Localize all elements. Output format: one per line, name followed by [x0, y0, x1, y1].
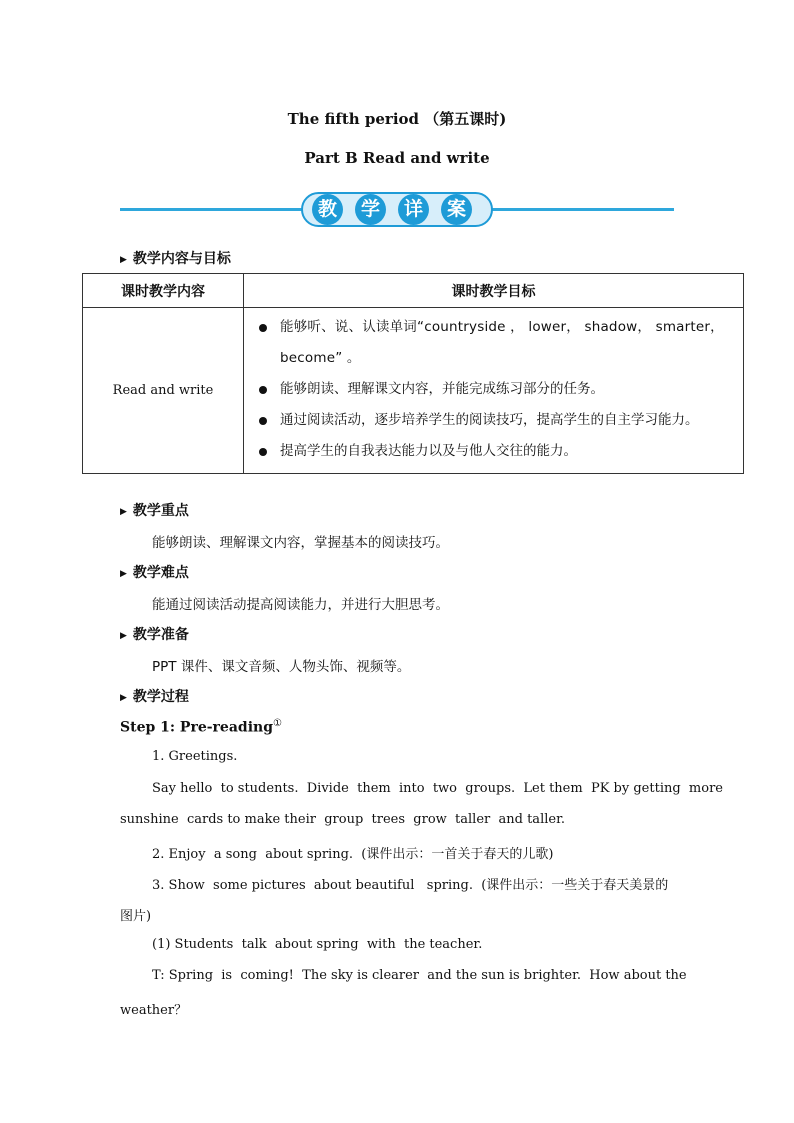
table-row — [83, 308, 744, 474]
bullet-dot-icon — [259, 448, 267, 456]
goals-table — [82, 273, 744, 474]
goal-item: 能够朗读、理解课文内容，并能完成练习部分的任务。 — [250, 374, 737, 405]
process-line: 图片) — [120, 909, 152, 924]
section-heading-process: ▶ 教学过程 — [120, 689, 189, 705]
triangle-bullet-icon: ▶ — [120, 507, 127, 517]
bullet-dot-icon — [259, 417, 267, 425]
goal-item: 通过阅读活动，逐步培养学生的阅读技巧，提高学生的自主学习能力。 — [250, 405, 737, 436]
lesson-plan-banner — [120, 192, 674, 228]
banner-char: 案 — [441, 194, 472, 225]
section-heading-difficulties: ▶ 教学难点 — [120, 565, 189, 581]
page-subtitle: Part B Read and write — [304, 149, 490, 167]
process-line: 3. Show some pictures about beautiful spring. (课件出示：一些关于春天美景的 — [152, 878, 669, 893]
goal-item: 能够听、说、认读单词“countryside ， lower， shadow， smarter， become” 。 — [250, 312, 737, 374]
triangle-bullet-icon: ▶ — [120, 569, 127, 579]
table-header-cell: 课时教学目标 — [244, 274, 744, 308]
triangle-bullet-icon: ▶ — [120, 693, 127, 703]
process-line: weather？ — [120, 1003, 188, 1018]
process-line: Say hello to students. Divide them into two groups. Let them PK by getting more — [152, 781, 723, 796]
banner-line-right — [489, 208, 674, 211]
preparation-text: PPT 课件、课文音频、人物头饰、视频等。 — [152, 659, 411, 675]
process-line: (1) Students talk about spring with the teacher. — [152, 937, 483, 952]
goal-item: 提高学生的自我表达能力以及与他人交往的能力。 — [250, 436, 737, 467]
process-line: T: Spring is coming! The sky is clearer and the sun is brighter. How about the — [152, 968, 687, 983]
process-line: sunshine cards to make their group trees grow taller and taller. — [120, 812, 565, 827]
section-heading-content-goals: ▶ 教学内容与目标 — [120, 251, 231, 267]
key-points-text: 能够朗读、理解课文内容，掌握基本的阅读技巧。 — [152, 535, 449, 551]
step-heading: Step 1: Pre-reading① — [120, 718, 282, 736]
bullet-dot-icon — [259, 324, 267, 332]
page-title: The fifth period （第五课时) — [287, 110, 507, 128]
table-cell-goals — [244, 308, 744, 474]
process-line: 1. Greetings. — [152, 749, 238, 764]
table-cell-content: Read and write — [83, 308, 244, 474]
section-heading-preparation: ▶ 教学准备 — [120, 627, 189, 643]
table-header-cell: 课时教学内容 — [83, 274, 244, 308]
banner-line-left — [120, 208, 305, 211]
banner-char: 学 — [355, 194, 386, 225]
difficulties-text: 能通过阅读活动提高阅读能力，并进行大胆思考。 — [152, 597, 449, 613]
table-header-row — [83, 274, 744, 308]
banner-char: 教 — [312, 194, 343, 225]
bullet-dot-icon — [259, 386, 267, 394]
section-heading-key-points: ▶ 教学重点 — [120, 503, 189, 519]
banner-char: 详 — [398, 194, 429, 225]
footnote-mark: ① — [272, 718, 282, 729]
process-line: 2. Enjoy a song about spring. (课件出示：一首关于春天的儿歌) — [152, 847, 554, 862]
triangle-bullet-icon: ▶ — [120, 631, 127, 641]
triangle-bullet-icon: ▶ — [120, 255, 127, 265]
